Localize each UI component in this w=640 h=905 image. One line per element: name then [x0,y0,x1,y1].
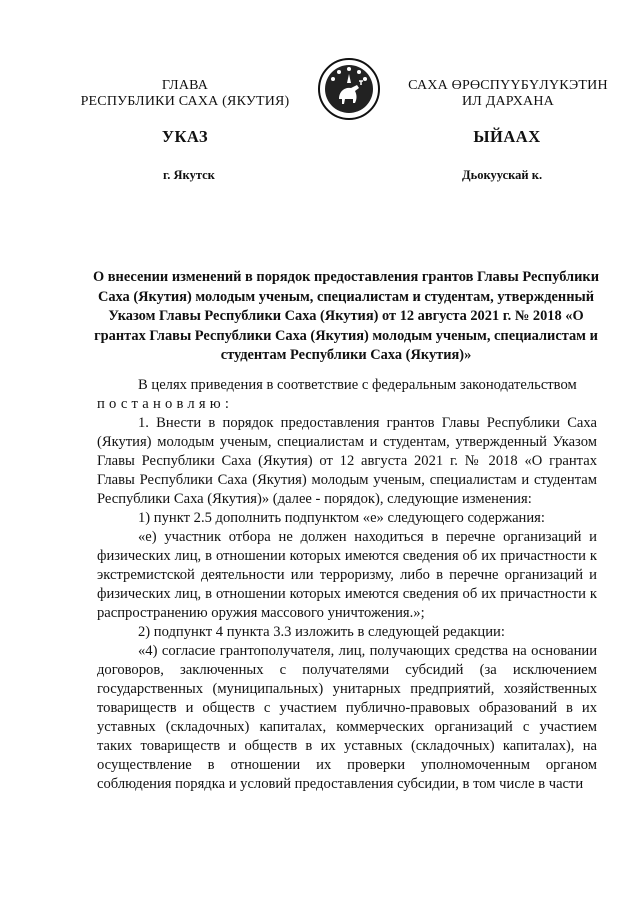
body-paragraph-5: «4) согласие грантополучателя, лиц, получающих средства на основании договоров, заключенных с получателями субсидий (за исключением государственных (муниципальных) унитарных предприятий, хозяйственных товариществ и обществ с участием публично-правовых образований в их уставных (складочных) капиталах, коммерческих организаций с участием таких товариществ и обществ в их уставных (складочных) капиталах), на осуществление в отношении их проверки уполномоченным органом соблюдения порядка и условий предоставления субсидии, в том числе в части [97,643,597,792]
header-right-line2: ИЛ ДАРХАНА [461,94,554,109]
header-left [80,78,290,110]
doc-type-right: ЫЙААХ [473,127,541,146]
city-left: г. Якутск [163,168,215,182]
header-right-line1: САХА ӨРӨСПYYБYЛYКЭТИН [408,78,608,93]
header-left-line2: РЕСПУБЛИКИ САХА (ЯКУТИЯ) [80,94,290,109]
header-right [396,78,620,110]
coat-of-arms-emblem-icon [317,57,381,121]
document-title: О внесении изменений в порядок предоставления грантов Главы Республики Саха (Якутия) молодым ученым, специалистам и студентам, утвержденный Указом Главы Республики Саха (Якутия) от 12 августа 2021 г. № 2018 «О грантах Главы Республики Саха (Якутия) молодым ученым, специалистам и студентам Республики Саха (Якутия)» [92,269,599,363]
body-intro: В целях приведения в соответствие с федеральным законодательством [138,377,577,393]
body-postanovlyayu: постановляю: [97,396,234,412]
body-paragraph-2: 1) пункт 2.5 дополнить подпунктом «е» следующего содержания: [138,510,545,526]
body-paragraph-3: «е) участник отбора не должен находиться в перечне организаций и физических лиц, в отношении которых имеются сведения об их причастности к экстремистской деятельности или терроризму, либо в перечне организаций и физических лиц, в отношении которых имеются сведения об их причастности к распространению оружия массового уничтожения.»; [97,529,597,621]
document-body [97,376,597,794]
doc-type-left: УКАЗ [161,127,209,146]
body-paragraph-1: 1. Внести в порядок предоставления грантов Главы Республики Саха (Якутия) молодым ученым, специалистам и студентам, утвержденный Указом Главы Республики Саха (Якутия) от 12 августа 2021 г. № 2018 «О грантах Главы Республики Саха (Якутия) молодым ученым, специалистам и студентам Республики Саха (Якутия)» (далее - порядок), следующие изменения: [97,415,597,507]
header-left-line1: ГЛАВА [161,78,209,93]
city-right: Дьокуускай к. [462,168,543,182]
body-paragraph-4: 2) подпункт 4 пункта 3.3 изложить в следующей редакции: [138,624,505,640]
